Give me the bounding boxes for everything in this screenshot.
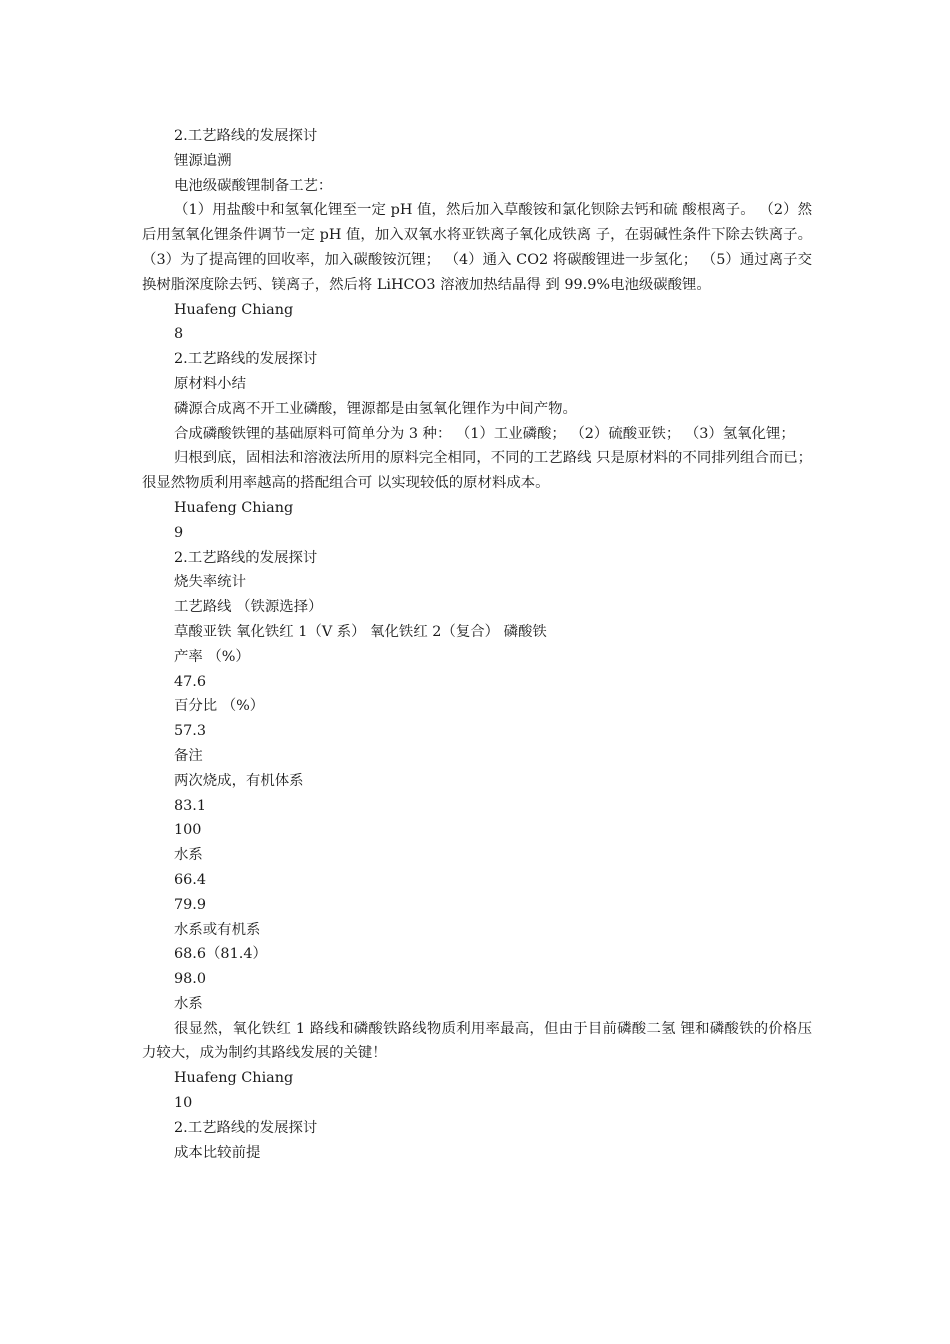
process-steps-paragraph: （1）用盐酸中和氢氧化锂至一定 pH 值，然后加入草酸铵和氯化钡除去钙和硫 酸根离子。 （2）然后用氢氧化锂条件调节一定 pH 值，加入双氧水将亚铁离子氧化成铁离 子，在弱碱性条件下除去铁离子。 （3）为了提高锂的回收率，加入碳酸铵沉锂； （4）通入 CO2 将碳酸锂进一步氢化； （5）通过离子交换树脂深度除去钙、镁离子，然后将 LiHCO3 溶液加热结晶得 到 99.9%电池级碳酸锂。 [142,202,812,293]
section-subheading: 成本比较前提 [174,1144,261,1161]
table-line: 68.6（81.4） [174,946,267,963]
conclusion-paragraph: 很显然，氧化铁红 1 路线和磷酸铁路线物质利用率最高，但由于目前磷酸二氢 锂和磷酸铁的价格压力较大，成为制约其路线发展的关键！ [142,1020,812,1062]
table-line: 100 [174,822,202,839]
section-subheading: 锂源追溯 [174,152,232,169]
summary-paragraph: 归根到底，固相法和溶液法所用的原料完全相同，不同的工艺路线 只是原材料的不同排列组合而已；很显然物质利用率越高的搭配组合可 以实现较低的原材料成本。 [142,450,812,492]
page-number: 8 [174,326,184,343]
body-line: 磷源合成离不开工业磷酸，锂源都是由氢氧化锂作为中间产物。 [174,400,577,417]
table-line: 水系 [174,995,203,1012]
table-line: 98.0 [174,971,207,988]
table-line: 47.6 [174,673,207,690]
table-line: 草酸亚铁 氧化铁红 1（V 系） 氧化铁红 2（复合） 磷酸铁 [174,623,547,640]
section-heading: 2.工艺路线的发展探讨 [174,128,318,144]
raw-materials-paragraph: 合成磷酸铁锂的基础原料可简单分为 3 种： （1）工业磷酸； （2）硫酸亚铁； （3）氢氧化锂； [174,425,795,442]
page-number: 10 [174,1095,193,1112]
section-heading: 2.工艺路线的发展探讨 [174,351,318,368]
document-body [142,124,812,1165]
author-name: Huafeng Chiang [174,499,294,516]
table-line: 水系或有机系 [174,921,261,938]
table-line: 83.1 [174,797,207,814]
table-line: 79.9 [174,896,207,913]
page-number: 9 [174,524,184,541]
table-line: 产率 （%） [174,648,250,665]
table-line: 两次烧成，有机体系 [174,772,304,789]
author-name: Huafeng Chiang [174,1070,294,1087]
section-subheading: 原材料小结 [174,375,246,392]
table-line: 工艺路线 （铁源选择） [174,599,323,616]
section-heading: 2.工艺路线的发展探讨 [174,1119,318,1136]
process-title: 电池级碳酸锂制备工艺： [174,177,333,194]
section-subheading: 烧失率统计 [174,574,246,591]
table-line: 备注 [174,747,203,764]
section-heading: 2.工艺路线的发展探讨 [174,549,318,566]
table-line: 百分比 （%） [174,698,265,715]
table-line: 57.3 [174,723,207,740]
author-name: Huafeng Chiang [174,301,294,318]
table-line: 66.4 [174,871,207,888]
table-line: 水系 [174,847,203,864]
